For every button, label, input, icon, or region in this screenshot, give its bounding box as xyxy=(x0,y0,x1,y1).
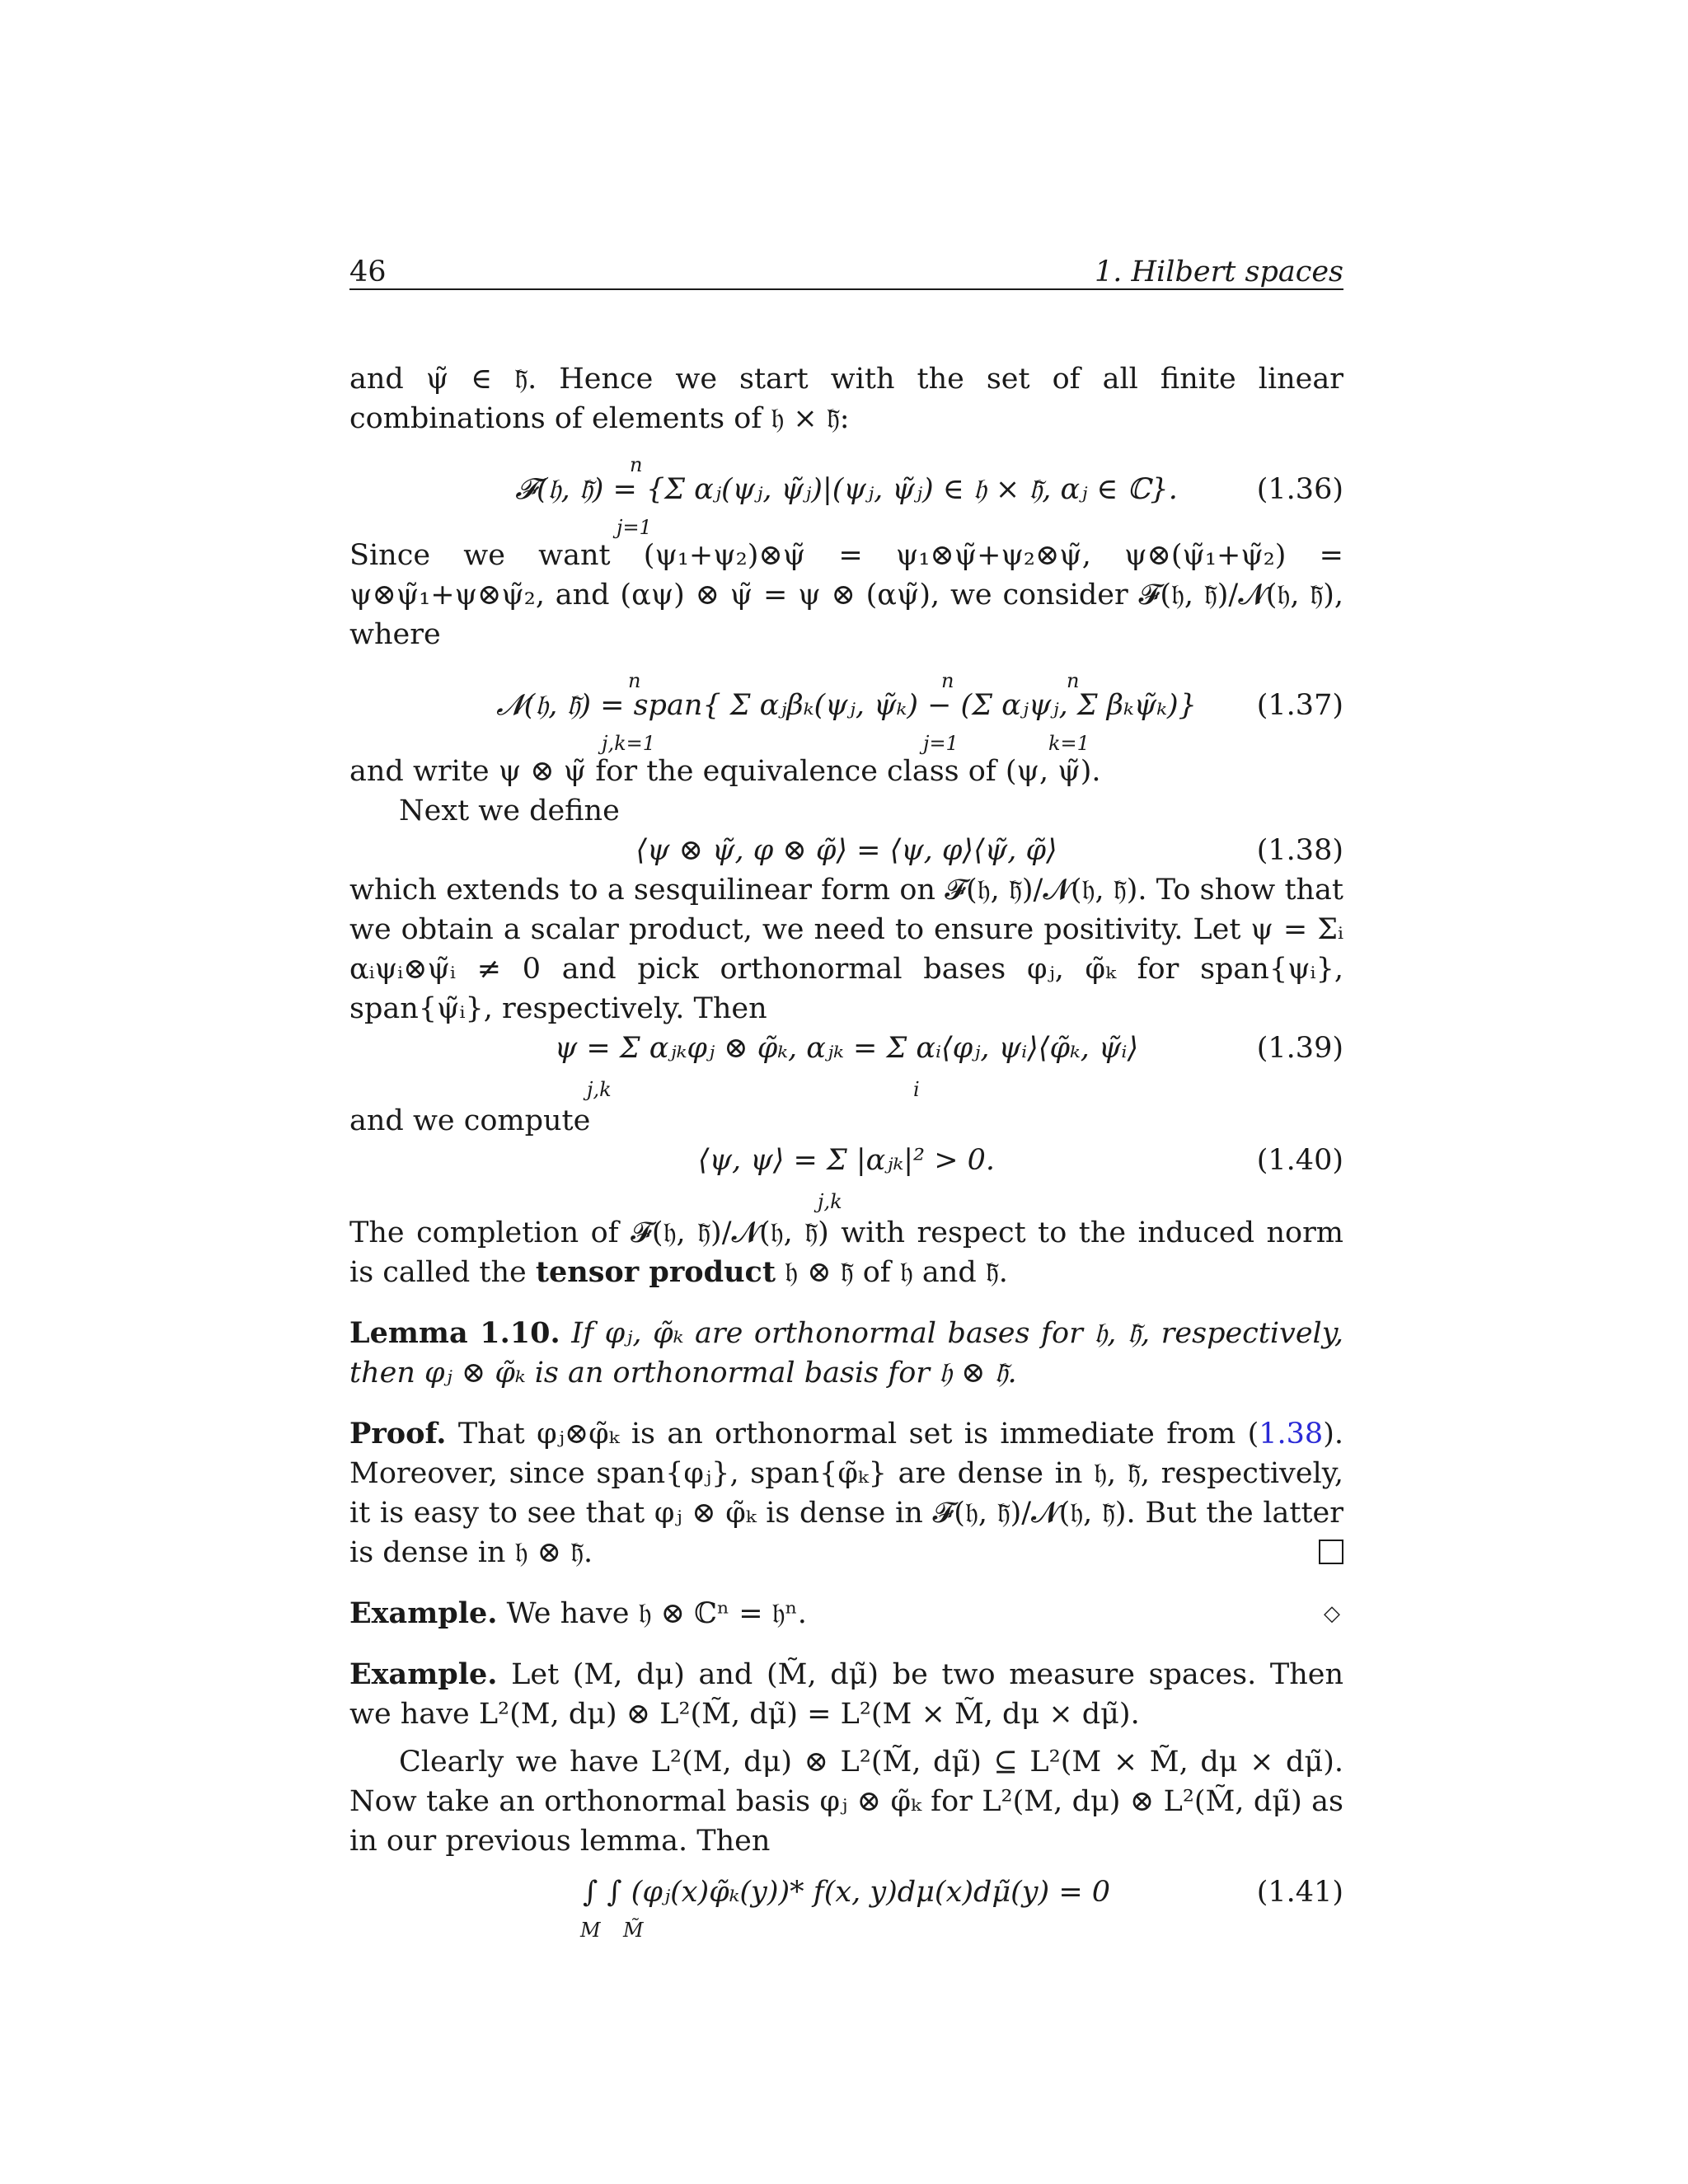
paragraph: and we compute xyxy=(349,1104,591,1137)
qed-box-icon xyxy=(1319,1540,1343,1564)
equation-body: ⟨ψ, ψ⟩ = Σ |αⱼₖ|² > 0. xyxy=(697,1144,996,1177)
sum-upper-limit: n xyxy=(628,669,641,692)
chapter-title: 1. Hilbert spaces xyxy=(1095,255,1343,288)
proof-label: Proof. xyxy=(349,1417,447,1451)
sum-upper-limit: n xyxy=(1067,669,1080,692)
example-text: We have 𝔥 ⊗ ℂⁿ = 𝔥ⁿ. xyxy=(506,1597,807,1630)
diamond-end-icon: ◇ xyxy=(1324,1601,1340,1626)
equation-number: (1.40) xyxy=(1256,1144,1343,1177)
running-header xyxy=(349,246,1343,288)
example-text: Let (M, dμ) and (M̃, dμ̃) be two measure spaces. Then we have L²(M, dμ) ⊗ L²(M̃, dμ̃) = L²(M × M̃, dμ × dμ̃). xyxy=(349,1658,1343,1731)
body-text xyxy=(349,359,1343,1943)
equation-body: ⟨ψ ⊗ ψ̃, φ ⊗ φ̃⟩ = ⟨ψ, φ⟩⟨ψ̃, φ̃⟩ xyxy=(635,834,1057,867)
sum-upper-limit: n xyxy=(941,669,954,692)
equation-body: 𝓝(𝔥, 𝔥̃) = span{ Σ αⱼβₖ(ψⱼ, ψ̃ₖ) − (Σ αⱼψⱼ, Σ βₖψ̃ₖ)} xyxy=(496,689,1197,722)
integral-domain: M̃ xyxy=(623,1919,644,1942)
text-run: The completion of 𝓕(𝔥, 𝔥̃)/𝓝(𝔥, 𝔥̃) with respect to the induced norm is called the xyxy=(349,1216,1343,1289)
paragraph: Next we define xyxy=(399,794,620,827)
equation-ref-link[interactable]: 1.38 xyxy=(1259,1418,1324,1451)
integral-domain: M xyxy=(580,1919,601,1942)
equation-1-40 xyxy=(349,1141,1343,1213)
equation-body: 𝓕(𝔥, 𝔥̃) = {Σ αⱼ(ψⱼ, ψ̃ⱼ)|(ψⱼ, ψ̃ⱼ) ∈ 𝔥 × 𝔥̃, αⱼ ∈ ℂ}. xyxy=(515,473,1178,506)
paragraph xyxy=(349,1213,1343,1292)
example-label: Example. xyxy=(349,1596,498,1630)
paragraph: which extends to a sesquilinear form on 𝓕(𝔥, 𝔥̃)/𝓝(𝔥, 𝔥̃). To show that we obtain a scalar product, we need to ensure positivity. Let ψ = Σᵢ αᵢψᵢ⊗ψ̃ᵢ ≠ 0 and pick orthonormal bases φⱼ, φ̃ₖ for span{ψᵢ}, span{ψ̃ᵢ}, respectively. Then xyxy=(349,874,1343,1025)
sum-upper-limit: n xyxy=(630,453,643,476)
equation-number: (1.39) xyxy=(1256,1032,1343,1065)
equation-body: ψ = Σ αⱼₖφⱼ ⊗ φ̃ₖ, αⱼₖ = Σ αᵢ⟨φⱼ, ψᵢ⟩⟨φ̃ₖ, ψ̃ᵢ⟩ xyxy=(554,1032,1139,1065)
sum-lower-limit: j,k xyxy=(818,1190,842,1213)
equation-number: (1.38) xyxy=(1256,834,1343,867)
equation-1-38 xyxy=(349,831,1343,870)
lemma-label: Lemma 1.10. xyxy=(349,1316,560,1350)
equation-number: (1.36) xyxy=(1256,473,1343,506)
sum-lower-limit: k=1 xyxy=(1048,732,1090,755)
term-tensor-product: tensor product xyxy=(535,1255,776,1289)
sum-lower-limit: j=1 xyxy=(923,732,959,755)
lemma-statement: If φⱼ, φ̃ₖ are orthonormal bases for 𝔥, 𝔥̃, respectively, then φⱼ ⊗ φ̃ₖ is an orthonormal basis for 𝔥 ⊗ 𝔥̃. xyxy=(349,1317,1343,1390)
equation-1-39 xyxy=(349,1029,1343,1101)
text-run: ). Moreover, since span{φⱼ}, span{φ̃ₖ} are dense in 𝔥, 𝔥̃, respectively, it is easy to see that φⱼ ⊗ φ̃ₖ is dense in 𝓕(𝔥, 𝔥̃)/𝓝(𝔥, 𝔥̃). But the latter is dense in 𝔥 ⊗ 𝔥̃. xyxy=(349,1418,1343,1569)
text-run: 𝔥 ⊗ 𝔥̃ of 𝔥 and 𝔥̃. xyxy=(776,1256,1008,1289)
equation-1-41 xyxy=(349,1861,1343,1943)
paragraph: Since we want (ψ₁+ψ₂)⊗ψ̃ = ψ₁⊗ψ̃+ψ₂⊗ψ̃, ψ⊗(ψ̃₁+ψ̃₂) = ψ⊗ψ̃₁+ψ⊗ψ̃₂, and (αψ) ⊗ ψ̃ = ψ ⊗ (αψ̃), we consider 𝓕(𝔥, 𝔥̃)/𝓝(𝔥, 𝔥̃), where xyxy=(349,539,1343,651)
proof xyxy=(349,1414,1343,1572)
sum-lower-limit: i xyxy=(913,1078,920,1101)
equation-1-36 xyxy=(349,438,1343,539)
example-label: Example. xyxy=(349,1657,498,1691)
equation-number: (1.37) xyxy=(1256,689,1343,722)
equation-1-37 xyxy=(349,654,1343,755)
equation-number: (1.41) xyxy=(1256,1876,1343,1909)
example-2 xyxy=(349,1655,1343,1734)
sum-lower-limit: j=1 xyxy=(617,516,652,539)
sum-lower-limit: j,k=1 xyxy=(602,732,655,755)
paragraph: and write ψ ⊗ ψ̃ for the equivalence class of (ψ, ψ̃). xyxy=(349,755,1101,788)
paragraph: and ψ̃ ∈ 𝔥̃. Hence we start with the set of all finite linear combinations of elements of 𝔥 × 𝔥̃: xyxy=(349,363,1343,435)
equation-body: ∫ ∫ (φⱼ(x)φ̃ₖ(y))* f(x, y)dμ(x)dμ̃(y) = 0 xyxy=(582,1876,1111,1909)
lemma-1-10 xyxy=(349,1314,1343,1393)
sum-lower-limit: j,k xyxy=(587,1078,612,1101)
example-1 xyxy=(349,1594,1343,1633)
header-rule xyxy=(349,288,1343,290)
page-number: 46 xyxy=(349,255,387,288)
paragraph: Clearly we have L²(M, dμ) ⊗ L²(M̃, dμ̃) ⊆ L²(M × M̃, dμ × dμ̃). Now take an orthonormal basis φⱼ ⊗ φ̃ₖ for L²(M, dμ) ⊗ L²(M̃, dμ̃) as in our previous lemma. Then xyxy=(349,1746,1343,1858)
text-run: That φⱼ⊗φ̃ₖ is an orthonormal set is immediate from ( xyxy=(457,1418,1259,1451)
